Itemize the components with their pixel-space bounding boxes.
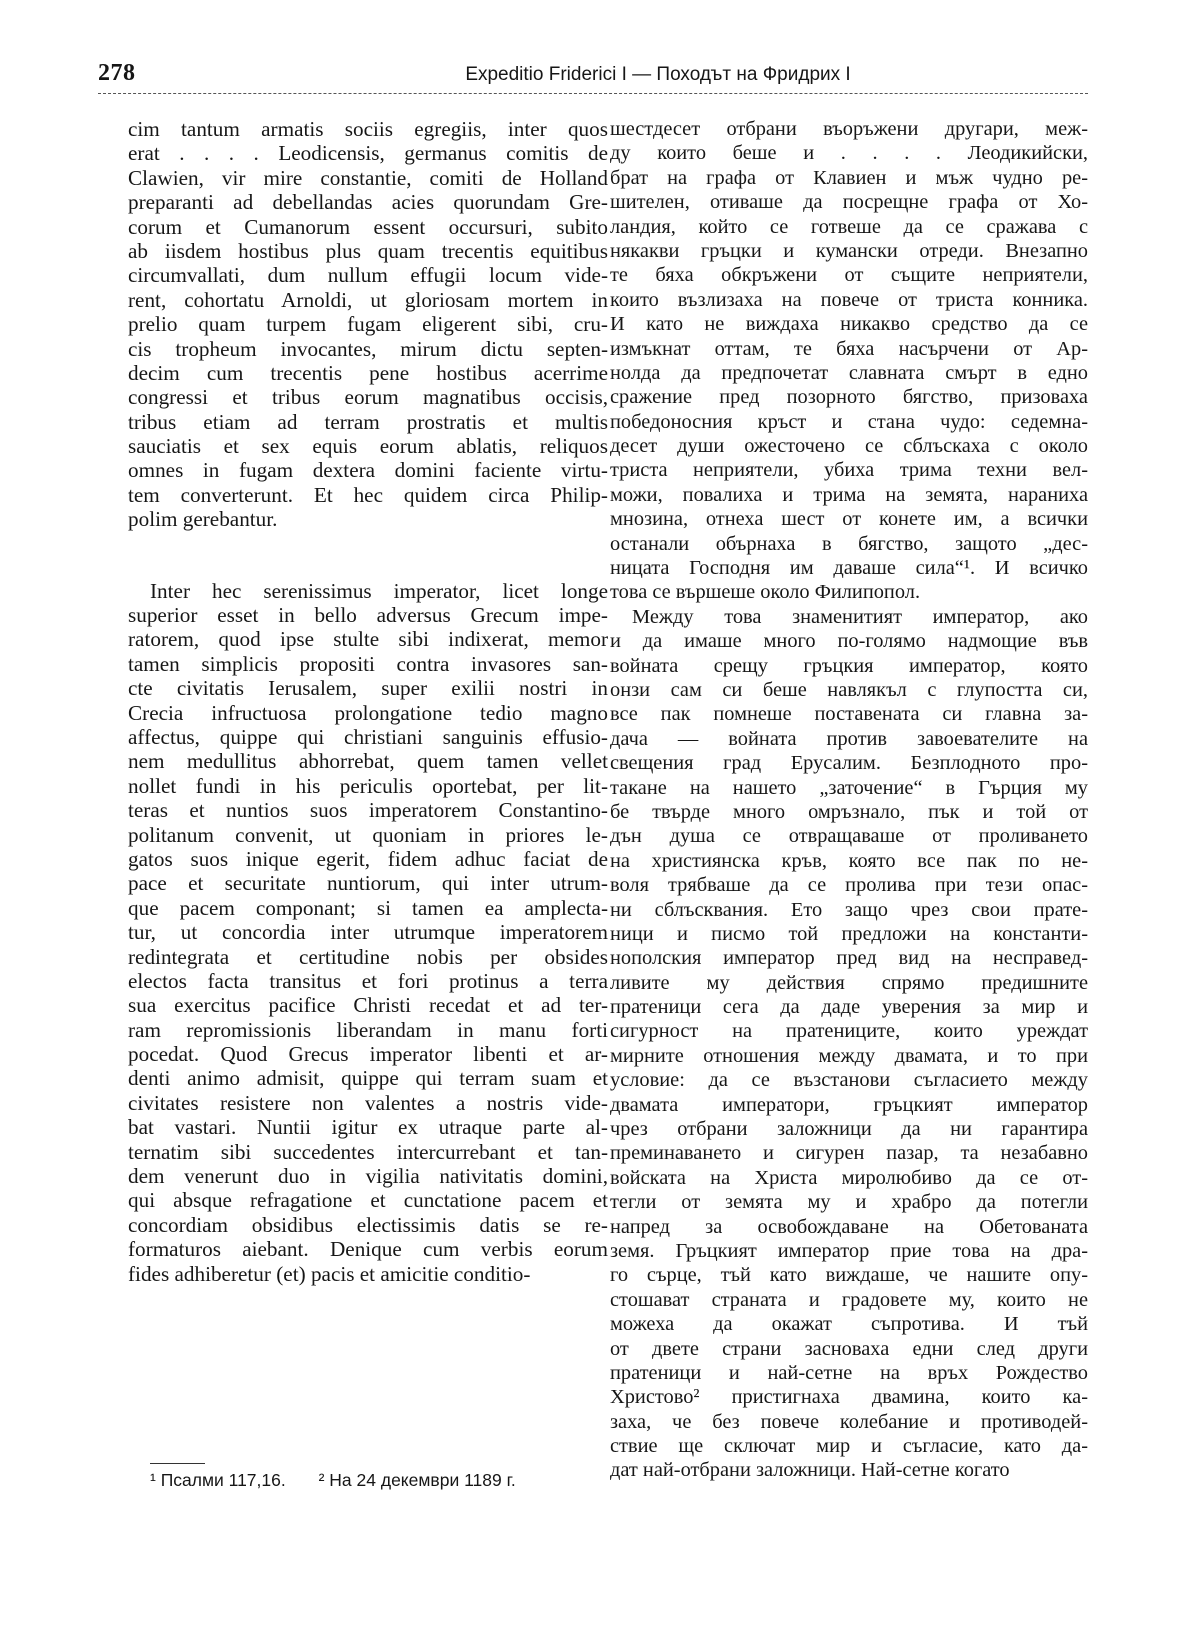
text-line: ratorem, quod ipse stulte sibi indixerat, memor xyxy=(128,627,608,652)
text-line: шителен, отиваше да посрещне графа от Хо- xyxy=(610,191,1088,214)
footnote-rule xyxy=(150,1463,205,1464)
text-line: ни сблъсквания. Ето защо чрез свои прате- xyxy=(610,898,1088,921)
text-line: някакви гръцки и кумански отреди. Внезапно xyxy=(610,239,1088,262)
text-line: sauciatis et sex equis eorum ablatis, reliquos xyxy=(128,434,608,459)
text-line: условие: да се възстанови съгласието между xyxy=(610,1069,1088,1092)
text-line: decim cum trecentis pene hostibus acerrime xyxy=(128,360,608,385)
running-head: Expeditio Friderici I — Походът на Фридрих I xyxy=(465,64,851,85)
text-line: на християнска кръв, която все пак по не- xyxy=(610,849,1088,872)
text-line: ternatim sibi succedentes intercurrebant et tan- xyxy=(128,1139,608,1164)
text-line: земя. Гръцкият император прие това на дра- xyxy=(610,1239,1088,1262)
text-line: мнозина, отнеха шест от конете им, а всички xyxy=(610,508,1088,531)
text-line: дат най-отбрани заложници. Най-сетне когато xyxy=(610,1459,1010,1482)
text-line: cim tantum armatis sociis egregiis, inter quos xyxy=(128,117,608,141)
text-line: тегли от земята му и храбро да потегли xyxy=(610,1191,1088,1214)
text-line: sua exercitus pacifice Christi recedat et ad ter- xyxy=(128,993,608,1018)
text-line: все пак помнеше поставената си главна за- xyxy=(610,703,1088,726)
text-line: нолда да предпочетат славната смърт в едно xyxy=(610,361,1088,384)
text-line: teras et nuntios suos imperatorem Constantino- xyxy=(128,798,608,823)
text-line: победоносния кръст и стана чудо: седемна- xyxy=(610,410,1088,433)
text-line: Христово² пристигнаха двамина, които ка- xyxy=(610,1386,1088,1409)
text-line: ници и писмо той предложи на константи- xyxy=(610,922,1088,945)
text-line: que pacem componant; si tamen ea amplecta- xyxy=(128,895,608,920)
text-line: дън душа се отвращаваше от проливането xyxy=(610,825,1088,848)
text-line: denti animo admisit, quippe qui terram suam et xyxy=(128,1066,608,1091)
latin-paragraph-2 xyxy=(128,579,608,1286)
bulgarian-paragraph-1 xyxy=(610,117,1088,605)
text-line: civitates resistere non valentes a nostris vide- xyxy=(128,1090,608,1115)
text-line: tem converterunt. Et hec quidem circa Philip- xyxy=(128,482,608,507)
text-line: войната срещу гръцкия император, която xyxy=(610,654,1088,677)
text-line: дача — войната против завоевателите на xyxy=(610,727,1088,750)
text-line: bat vastari. Nuntii igitur ex utraque parte al- xyxy=(128,1115,608,1140)
text-line: мирните отношения между двамата, и то при xyxy=(610,1044,1088,1067)
text-line: заха, че без повече колебание и противодей- xyxy=(610,1410,1088,1433)
text-line: cis tropheum invocantes, mirum dictu septen- xyxy=(128,336,608,361)
text-line: pace et securitate nuntiorum, qui inter utrum- xyxy=(128,871,608,896)
text-line: такане на нашето „заточение“ в Гърция му xyxy=(610,776,1088,799)
text-line: preparanti ad debellandas acies quorundam Gre- xyxy=(128,190,608,215)
text-line: Crecia infructuosa prolongatione tedio magno xyxy=(128,700,608,725)
footnote-1: ¹ Псалми 117,16. xyxy=(150,1470,286,1490)
text-line: десет души ожесточено се сблъскаха с около xyxy=(610,435,1088,458)
latin-column xyxy=(128,117,608,1286)
text-line: gatos suos inique egerit, fidem adhuc faciat de xyxy=(128,846,608,871)
text-line: corum et Cumanorum essent occursuri, subito xyxy=(128,214,608,239)
text-line: пратеници и най-сетне на връх Рождество xyxy=(610,1361,1088,1384)
text-line: qui absque refragatione et cunctatione pacem et xyxy=(128,1188,608,1213)
text-line: свещения град Ерусалим. Безплодното про- xyxy=(610,752,1088,775)
text-line: concordiam obsidibus electissimis datis se re- xyxy=(128,1212,608,1237)
text-line: nem medullitus abhorrebat, quem tamen vellet xyxy=(128,749,608,774)
header-rule xyxy=(98,93,1088,94)
bulgarian-paragraph-2 xyxy=(610,605,1088,1483)
text-line: и да имаше много по-голямо надмощие във xyxy=(610,630,1088,653)
text-line: стошават страната и градовете му, които не xyxy=(610,1288,1088,1311)
text-line: те бяха обкръжени от същите неприятели, xyxy=(610,264,1088,287)
text-line: пратеници сега да даде уверения за мир и xyxy=(610,996,1088,1019)
text-line: pocedat. Quod Grecus imperator libenti et ar- xyxy=(128,1042,608,1067)
text-line: напред за освобождаване на Обетованата xyxy=(610,1215,1088,1238)
text-line: polim gerebantur. xyxy=(128,507,278,532)
latin-paragraph-1 xyxy=(128,117,608,532)
text-line: сигурност на пратениците, които уреждат xyxy=(610,1020,1088,1043)
text-line: tribus etiam ad terram prostratis et multis xyxy=(128,409,608,434)
text-line: electos facta transitus et fori protinus a terra xyxy=(128,968,608,993)
footnotes xyxy=(150,1470,544,1491)
text-line: бе твърде много омръзнало, пък и той от xyxy=(610,800,1088,823)
text-line: чрез отбрани заложници да ни гарантира xyxy=(610,1118,1088,1141)
text-line: това се вършеше около Филипопол. xyxy=(610,581,921,604)
text-line: ду които беше и . . . . Леодикийски, xyxy=(610,142,1088,165)
text-line: rent, cohortatu Arnoldi, ut gloriosam mortem in xyxy=(128,287,608,312)
text-line: триста неприятели, убиха трима техни вел- xyxy=(610,459,1088,482)
text-line: останали обърнаха в бягство, защото „дес- xyxy=(610,532,1088,555)
text-line: superior esset in bello adversus Grecum impe- xyxy=(128,603,608,628)
text-line: преминаването и сигурен пазар, та незабавно xyxy=(610,1142,1088,1165)
text-line: redintegrata et certitudine nobis per obsides xyxy=(128,944,608,969)
text-line: ствие ще сключат мир и съгласие, като да- xyxy=(610,1435,1088,1458)
text-line: воля трябваше да се пролива при тези опас- xyxy=(610,874,1088,897)
text-line: И като не виждаха никакво средство да се xyxy=(610,313,1088,336)
text-line: Clawien, vir mire constantie, comiti de Holland xyxy=(128,165,608,190)
bulgarian-column xyxy=(610,117,1088,1483)
text-line: dem venerunt duo in vigilia nativitatis domini, xyxy=(128,1164,608,1189)
text-line: politanum convenit, ut quoniam in priores le- xyxy=(128,822,608,847)
text-line: formaturos aiebant. Denique cum verbis eorum xyxy=(128,1237,608,1262)
text-line: от двете страни засноваха едни след други xyxy=(610,1337,1088,1360)
page-header xyxy=(98,60,1098,90)
text-line: сражение пред позорното бягство, призоваха xyxy=(610,386,1088,409)
text-line: шестдесет отбрани въоръжени другари, меж- xyxy=(610,118,1088,140)
text-line: които възлизаха на повече от триста конника. xyxy=(610,288,1088,311)
text-line: нополския император пред вид на несправед- xyxy=(610,947,1088,970)
text-line: omnes in fugam dextera domini faciente virtu- xyxy=(128,458,608,483)
text-line: измъкнат оттам, те бяха насърчени от Ар- xyxy=(610,337,1088,360)
text-line: tur, ut concordia inter utrumque imperatorem xyxy=(128,920,608,945)
text-line: двамата императори, гръцкият император xyxy=(610,1093,1088,1116)
text-line: ливите му действия спрямо предишните xyxy=(610,971,1088,994)
footnote-2: ² На 24 декември 1189 г. xyxy=(318,1470,516,1490)
text-line: войската на Христа миролюбиво да се от- xyxy=(610,1166,1088,1189)
paragraph-gap xyxy=(128,532,608,579)
text-line: congressi et tribus eorum magnatibus occisis, xyxy=(128,385,608,410)
text-line: можеха да окажат съпротива. И тъй xyxy=(610,1313,1088,1336)
text-line: го сърце, тъй като виждаше, че нашите опу- xyxy=(610,1264,1088,1287)
text-line: circumvallati, dum nullum effugii locum vide- xyxy=(128,263,608,288)
text-line: ab iisdem hostibus plus quam trecentis equitibus xyxy=(128,238,608,263)
text-line: ram repromissionis liberandam in manu forti xyxy=(128,1017,608,1042)
text-line: affectus, quippe qui christiani sanguinis effusio- xyxy=(128,724,608,749)
text-line: можи, повалиха и трима на земята, нараниха xyxy=(610,483,1088,506)
text-line: ландия, който се готвеше да се сражава с xyxy=(610,215,1088,238)
text-line: nollet fundi in his periculis oportebat, per lit- xyxy=(128,773,608,798)
text-line: брат на графа от Клавиен и мъж чудно ре- xyxy=(610,166,1088,189)
text-line: erat . . . . Leodicensis, germanus comitis de xyxy=(128,141,608,166)
text-line: cte civitatis Ierusalem, super exilii nostri in xyxy=(128,676,608,701)
text-line: fides adhiberetur (et) pacis et amicitie conditio- xyxy=(128,1261,531,1286)
text-line: tamen simplicis propositi contra invasores san- xyxy=(128,651,608,676)
text-line: Inter hec serenissimus imperator, licet longe xyxy=(150,578,608,603)
text-line: ницата Господня им даваше сила“¹. И всичко xyxy=(610,557,1088,580)
text-line: prelio quam turpem fugam eligerent sibi, cru- xyxy=(128,312,608,337)
text-line: Между това знаменитият император, ако xyxy=(632,605,1088,628)
text-line: онзи сам си беше навлякъл с глупостта си, xyxy=(610,678,1088,701)
page-number: 278 xyxy=(98,60,136,86)
